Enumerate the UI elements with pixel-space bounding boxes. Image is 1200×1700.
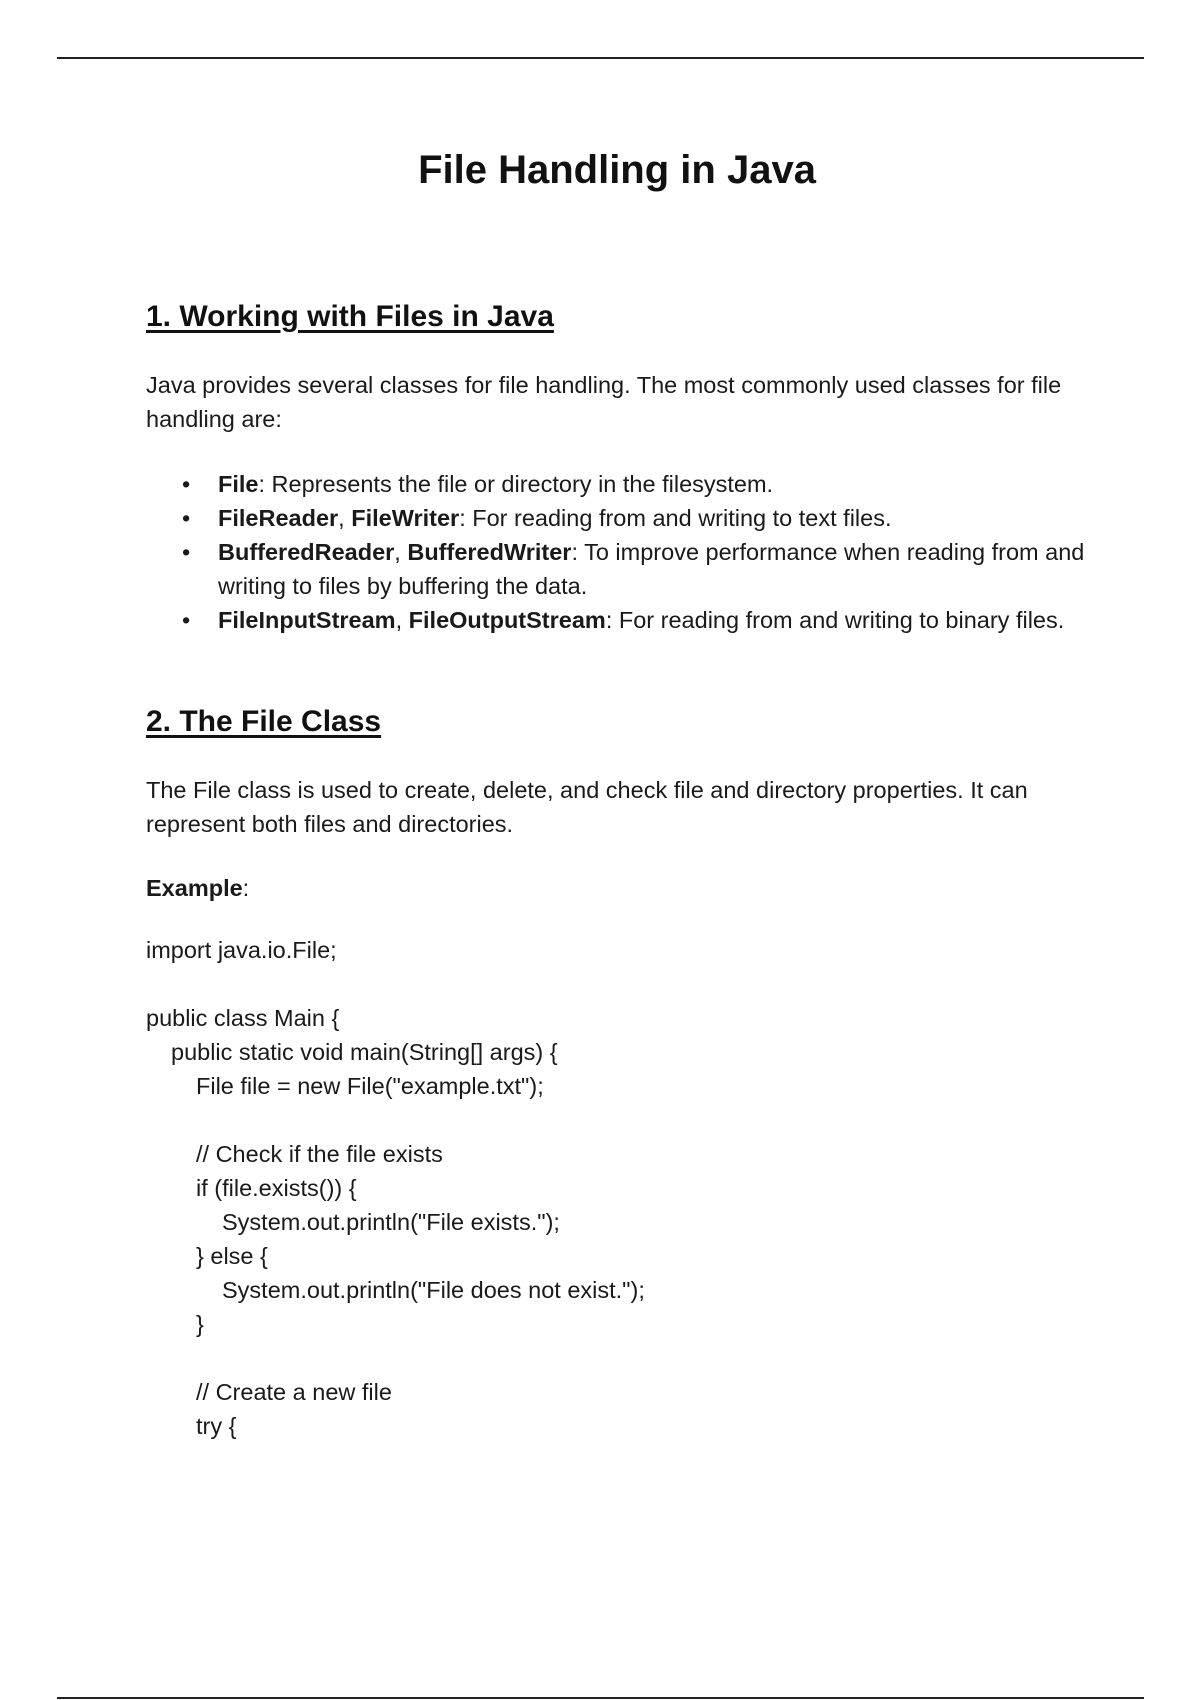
item-description: : For reading from and writing to text files. [459, 505, 892, 531]
bottom-rule [57, 1697, 1144, 1699]
section2-intro-paragraph: The File class is used to create, delete, and check file and directory properties. It can represent both files and directories. [146, 777, 1028, 837]
separator: , [394, 539, 408, 565]
code-comment-line: // Create a new file [196, 1379, 392, 1405]
bullet-icon: • [182, 471, 191, 497]
bullet-icon: • [182, 607, 191, 633]
class-name: FileWriter [351, 505, 460, 531]
class-name: BufferedWriter [407, 539, 572, 565]
section-heading-file-class: 2. The File Class [146, 705, 382, 738]
code-line: import java.io.File; [146, 937, 337, 963]
section1-intro-paragraph: Java provides several classes for file handling. The most commonly used classes for file handling are: [146, 372, 1062, 432]
separator: , [338, 505, 352, 531]
example-label-text: Example [146, 875, 243, 901]
code-comment-line: // Check if the file exists [196, 1141, 443, 1167]
separator: , [395, 607, 409, 633]
code-line: try { [196, 1413, 237, 1439]
item-description: : Represents the file or directory in the filesystem. [258, 471, 774, 497]
example-label-colon: : [242, 875, 250, 901]
code-line: System.out.println("File does not exist."); [222, 1277, 645, 1303]
list-item [146, 467, 1086, 501]
code-blank-line [146, 1103, 1086, 1137]
class-name: FileInputStream [218, 607, 396, 633]
code-example [146, 933, 1086, 1443]
class-name: FileReader [218, 505, 339, 531]
code-line: public static void main(String[] args) { [171, 1039, 558, 1065]
list-item [146, 501, 1086, 535]
example-label [146, 871, 1086, 905]
class-name: File [218, 471, 259, 497]
top-rule [57, 57, 1144, 59]
class-name: BufferedReader [218, 539, 395, 565]
item-description: : To improve performance when reading from and writing to files by buffering the data. [218, 539, 1085, 599]
bullet-icon: • [182, 505, 191, 531]
code-blank-line [146, 967, 1086, 1001]
code-line: System.out.println("File exists."); [222, 1209, 560, 1235]
list-item [146, 535, 1086, 603]
code-line: public class Main { [146, 1005, 340, 1031]
page-title: File Handling in Java [418, 148, 816, 192]
code-line: } [196, 1311, 204, 1337]
item-description: : For reading from and writing to binary files. [605, 607, 1065, 633]
code-line: File file = new File("example.txt"); [196, 1073, 544, 1099]
bullet-icon: • [182, 539, 191, 565]
list-item [146, 603, 1086, 637]
code-line: if (file.exists()) { [196, 1175, 357, 1201]
section-heading-working-with-files: 1. Working with Files in Java [146, 300, 554, 333]
code-blank-line [146, 1341, 1086, 1375]
class-name: FileOutputStream [408, 607, 606, 633]
file-classes-list [146, 467, 1086, 637]
code-line: } else { [196, 1243, 268, 1269]
